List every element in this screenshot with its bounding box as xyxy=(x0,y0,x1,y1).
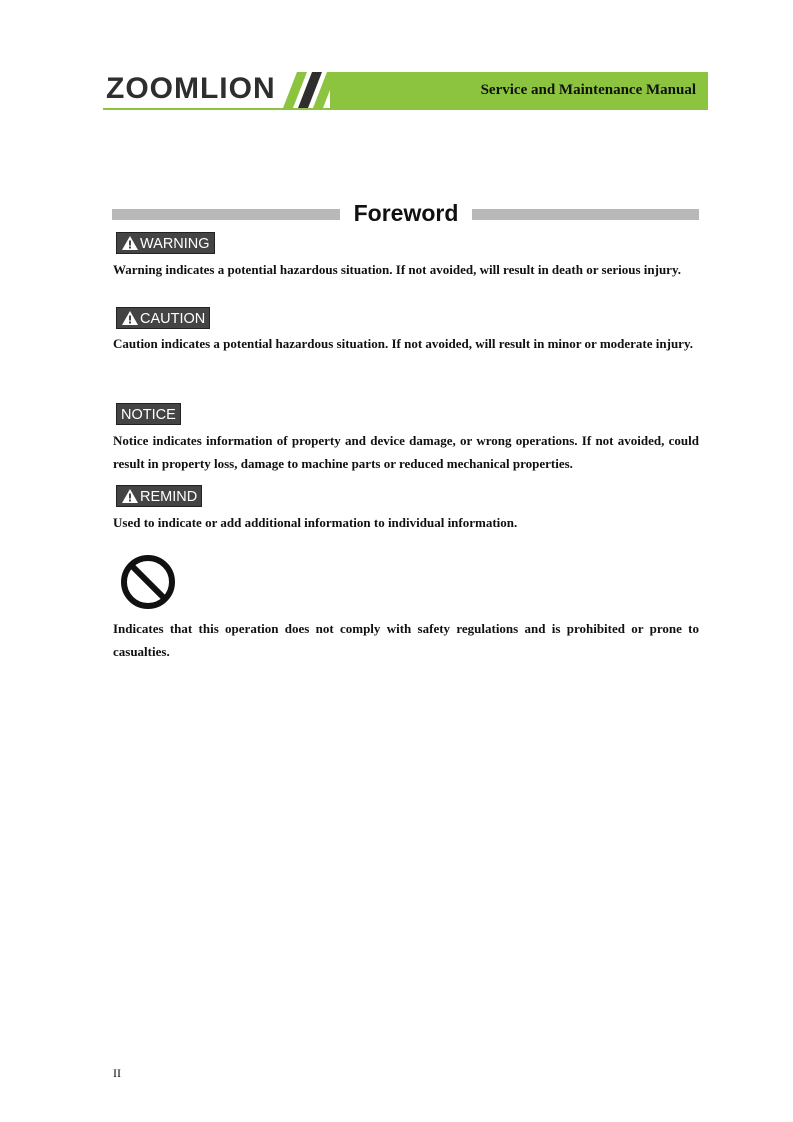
warning-label: WARNING xyxy=(140,236,210,252)
header-bar xyxy=(330,72,708,108)
notice-badge xyxy=(116,403,181,425)
remind-text: Used to indicate or add additional information to individual information. xyxy=(113,515,518,530)
warning-triangle-icon xyxy=(121,310,139,326)
warning-triangle-icon xyxy=(121,488,139,504)
page-number: II xyxy=(113,1066,121,1080)
zoomlion-logo: ZOOMLION xyxy=(106,72,276,105)
header-divider xyxy=(103,108,708,110)
remind-label: REMIND xyxy=(140,489,198,505)
heading-rule-left xyxy=(112,209,340,220)
page-title: Foreword xyxy=(353,200,459,226)
notice-label: NOTICE xyxy=(121,407,176,423)
caution-badge xyxy=(116,307,210,329)
warning-text: Warning indicates a potential hazardous situation. If not avoided, will result in death or serious injury. xyxy=(113,262,681,277)
caution-text: Caution indicates a potential hazardous situation. If not avoided, will result in minor or moderate injury. xyxy=(113,336,693,351)
caution-label: CAUTION xyxy=(140,311,206,327)
heading-rule-right xyxy=(472,209,699,220)
remind-badge xyxy=(116,485,202,507)
section-heading xyxy=(112,202,699,226)
page-header xyxy=(103,70,708,110)
warning-triangle-icon xyxy=(121,235,139,251)
prohibition-text: Indicates that this operation does not comply with safety regulations and is prohibited or prone to casualties. xyxy=(113,621,699,659)
notice-text: Notice indicates information of property and device damage, or wrong operations. If not avoided, could result in property loss, damage to machine parts or reduced mechanical properties. xyxy=(113,433,699,471)
warning-badge xyxy=(116,232,215,254)
prohibition-icon xyxy=(119,553,177,611)
manual-title: Service and Maintenance Manual xyxy=(480,82,696,98)
